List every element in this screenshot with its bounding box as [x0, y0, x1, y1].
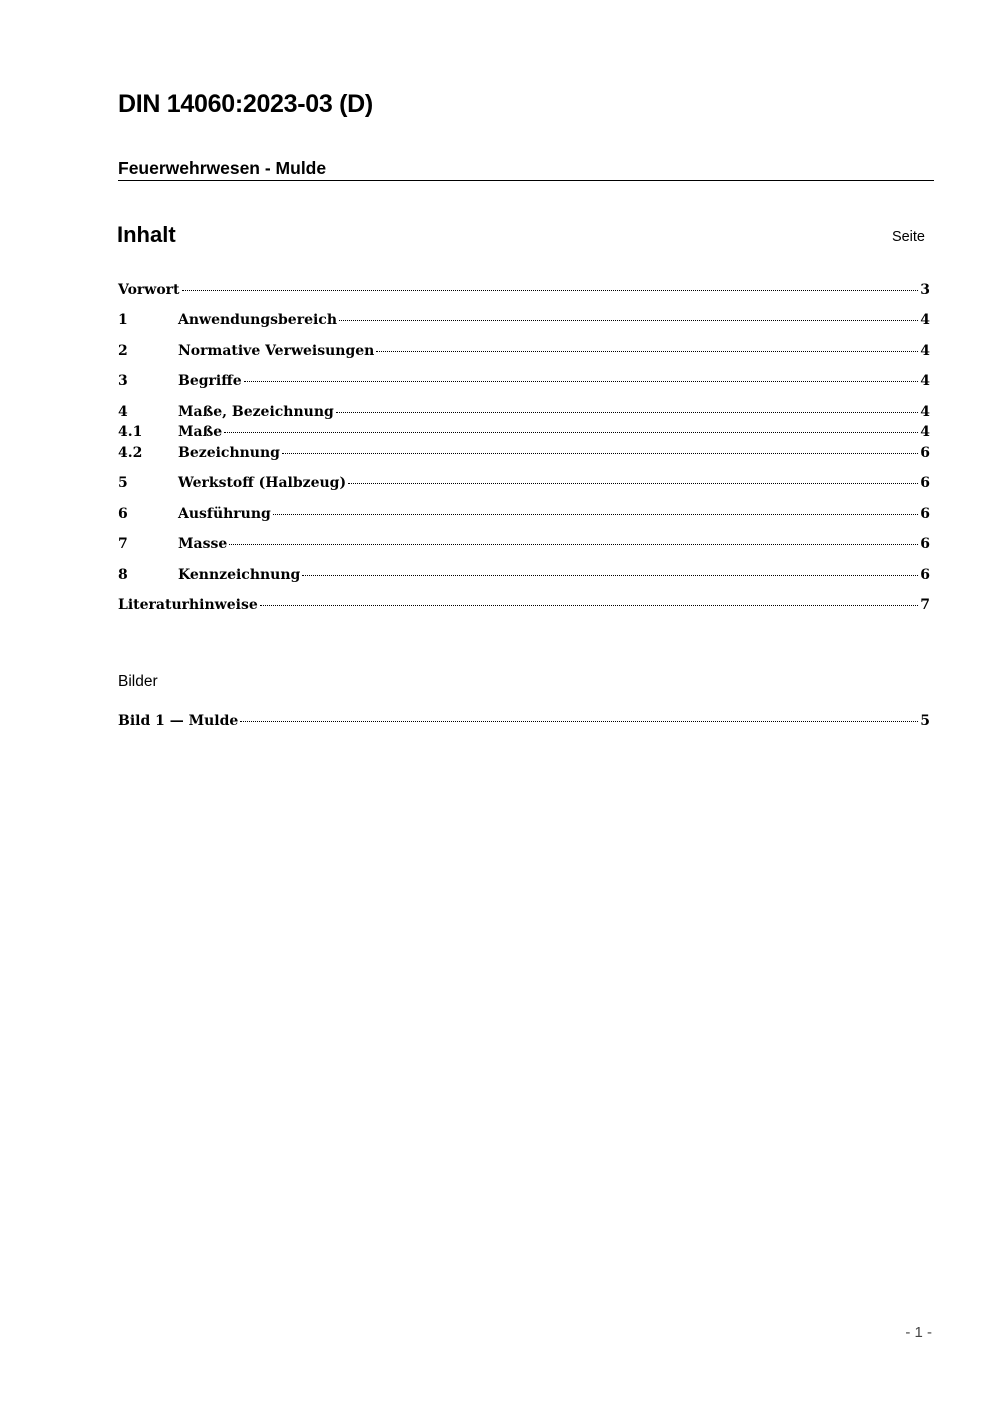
toc-dot-leader [240, 721, 918, 722]
toc-dot-leader [224, 432, 918, 433]
page-number: - 1 - [905, 1324, 932, 1341]
document-title: DIN 14060:2023-03 (D) [118, 90, 373, 118]
toc-entry-title: Begriffe [178, 373, 242, 389]
toc-entry-number: 3 [118, 373, 128, 389]
toc-entry-title: Ausführung [178, 506, 271, 522]
toc-dot-leader [376, 351, 918, 352]
figure-entry-page: 5 [920, 713, 930, 729]
toc-entry-number: 6 [118, 506, 128, 522]
toc-entry-number: 1 [118, 312, 128, 328]
toc-entry-title: Maße [178, 424, 223, 440]
toc-entry-page: 6 [920, 475, 930, 491]
toc-entry-title: Masse [178, 536, 228, 552]
toc-entry-title: Vorwort [118, 282, 180, 298]
toc-entry-title: Literaturhinweise [118, 597, 258, 613]
toc-entry-page: 3 [920, 282, 930, 298]
toc-entry-number: 5 [118, 475, 128, 491]
toc-entry-6[interactable] [118, 504, 930, 524]
toc-dot-leader [229, 544, 918, 545]
toc-entry-number: 4.1 [118, 424, 143, 440]
toc-entry-number: 2 [118, 343, 128, 359]
toc-entry-title: Maße, Bezeichnung [178, 404, 334, 420]
toc-entry-page: 6 [920, 445, 930, 461]
toc-entry-page: 6 [920, 567, 930, 583]
toc-entry-page: 4 [920, 373, 930, 389]
document-subtitle: Feuerwehrwesen - Mulde [118, 158, 934, 181]
toc-dot-leader [336, 412, 918, 413]
toc-entry-1[interactable] [118, 310, 930, 330]
toc-entry-page: 4 [920, 424, 930, 440]
toc-entry-page: 7 [920, 597, 930, 613]
toc-entry-2[interactable] [118, 341, 930, 361]
toc-entry-vorwort[interactable] [118, 280, 930, 300]
toc-page-column-label: Seite [891, 229, 925, 245]
figures-heading: Bilder [118, 673, 158, 690]
toc-entry-title: Anwendungsbereich [178, 312, 337, 328]
toc-entry-page: 4 [920, 343, 930, 359]
figure-entry-bild-1[interactable] [118, 711, 930, 731]
toc-entry-number: 4 [118, 404, 128, 420]
toc-entry-5[interactable] [118, 473, 930, 493]
toc-entry-page: 6 [920, 536, 930, 552]
toc-entry-4[interactable] [118, 402, 930, 422]
toc-heading: Inhalt [117, 222, 176, 247]
toc-entry-number: 4.2 [118, 445, 143, 461]
toc-entry-7[interactable] [118, 534, 930, 554]
toc-entry-4-2[interactable] [118, 443, 930, 463]
toc-entry-number: 7 [118, 536, 128, 552]
toc-dot-leader [302, 575, 918, 576]
toc-entry-page: 4 [920, 404, 930, 420]
toc-entry-3[interactable] [118, 371, 930, 391]
toc-entry-4-1[interactable] [118, 422, 930, 442]
toc-entry-number: 8 [118, 567, 128, 583]
toc-dot-leader [339, 320, 918, 321]
toc-entry-literaturhinweise[interactable] [118, 595, 930, 615]
toc-entry-title: Normative Verweisungen [178, 343, 375, 359]
toc-entry-title: Kennzeichnung [178, 567, 301, 583]
figure-entry-title: Bild 1 — Mulde [118, 713, 239, 729]
toc-entry-page: 4 [920, 312, 930, 328]
toc-dot-leader [260, 605, 919, 606]
toc-entry-title: Bezeichnung [178, 445, 280, 461]
toc-dot-leader [244, 381, 919, 382]
toc-entry-page: 6 [920, 506, 930, 522]
toc-dot-leader [348, 483, 918, 484]
toc-entry-8[interactable] [118, 565, 930, 585]
toc-dot-leader [273, 514, 918, 515]
toc-entry-title: Werkstoff (Halbzeug) [178, 475, 347, 491]
toc-dot-leader [182, 290, 919, 291]
toc-dot-leader [282, 453, 918, 454]
